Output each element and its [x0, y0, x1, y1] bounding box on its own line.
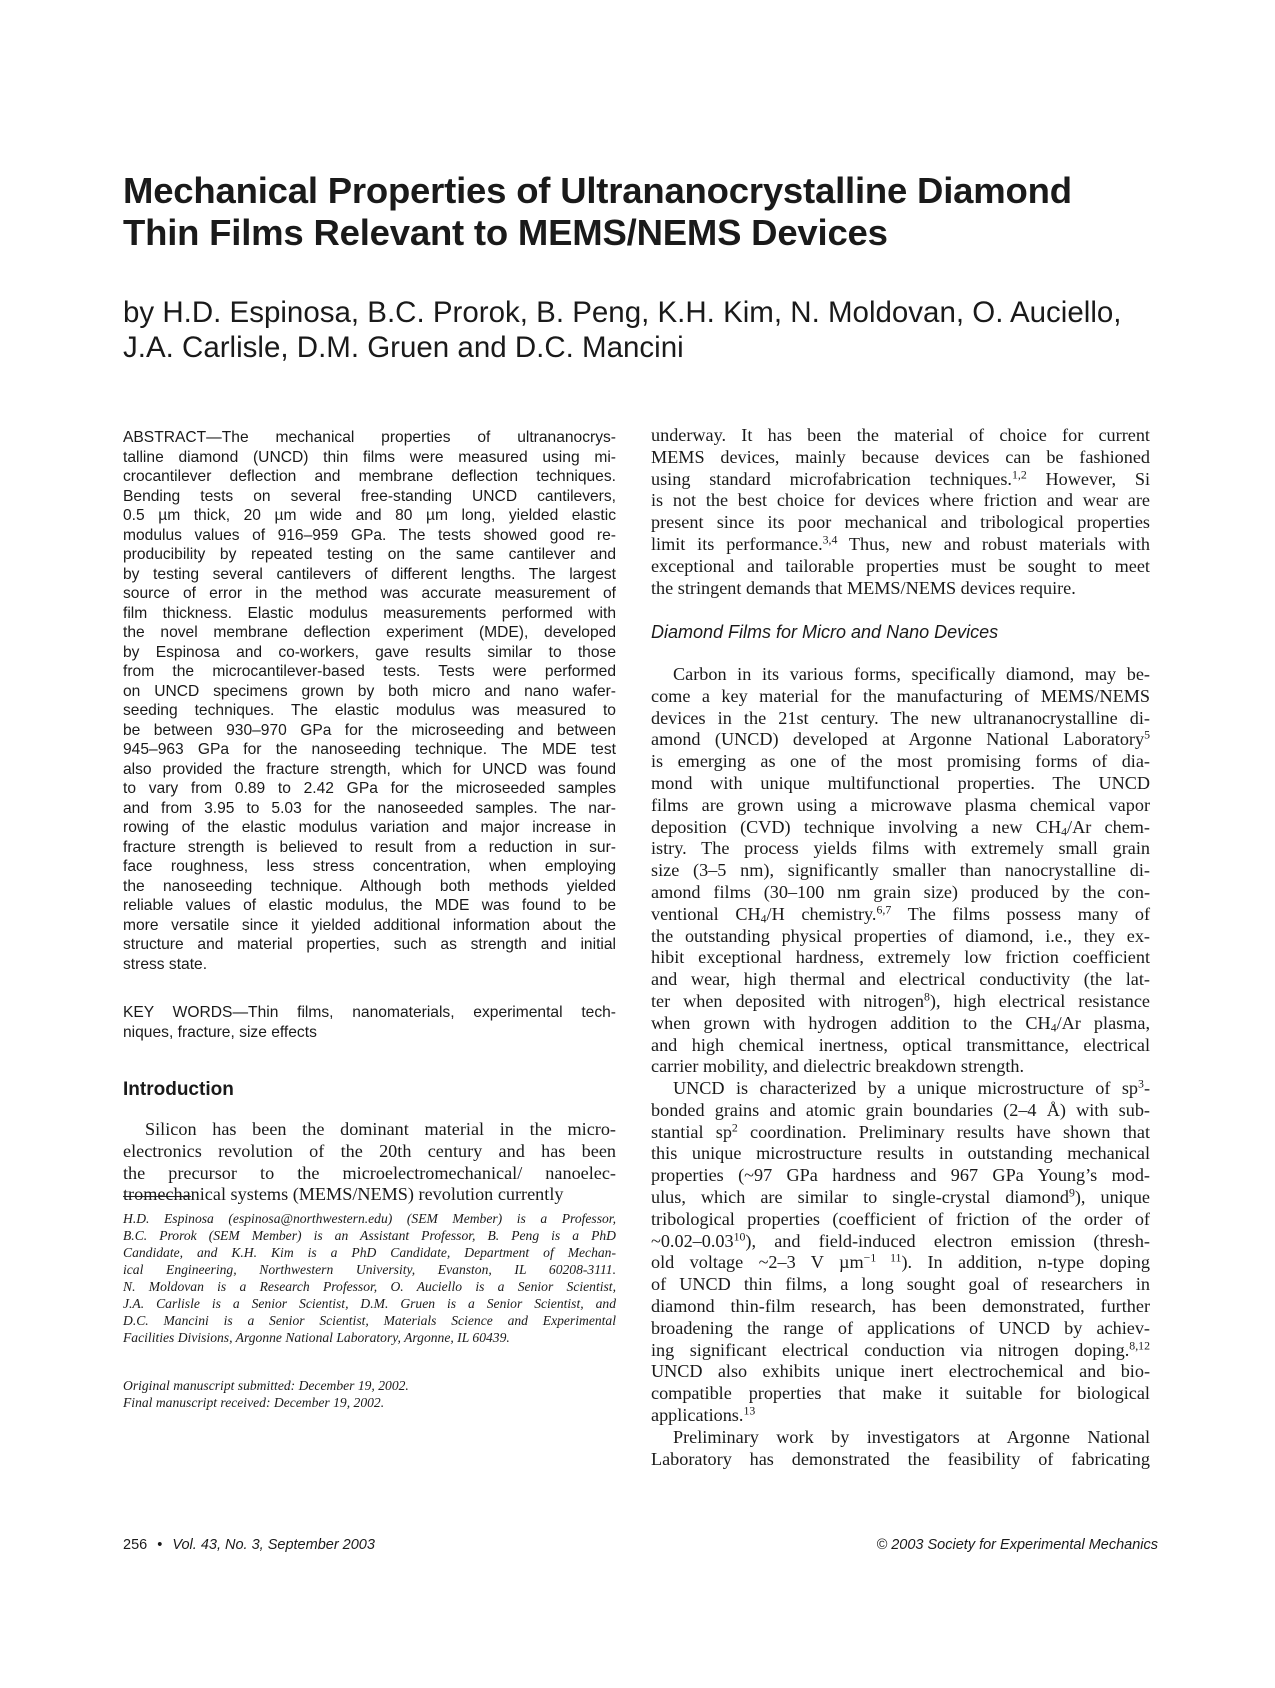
body-paragraph-1	[651, 425, 1150, 599]
line-text: mond with unique multifunctional properties. The UNCD	[651, 772, 1150, 793]
line-text: The films possess many of	[891, 903, 1150, 924]
article-title	[123, 170, 1183, 254]
text-line	[651, 1143, 1150, 1165]
line-text: this unique microstructure results in outstanding mechanical	[651, 1143, 1150, 1164]
abstract-line: fracture strength is believed to result from a reduction in sur-	[123, 838, 616, 856]
abstract-line: modulus values of 916–959 GPa. The tests showed good re-	[123, 526, 616, 544]
line-text: properties (~97 GPa hardness and 967 GPa Young’s mod-	[651, 1165, 1150, 1186]
diamond-films-section	[651, 620, 1150, 644]
line-text: Thus, new and robust materials with	[837, 533, 1150, 554]
abstract-line: source of error in the method was accurate measurement of	[123, 585, 616, 602]
text-line	[651, 1100, 1150, 1122]
line-text: /Ar chem-	[1067, 816, 1150, 837]
line-text: Laboratory has demonstrated the feasibility of fabricating	[651, 1448, 1150, 1469]
abstract-line: reliable values of elastic modulus, the MDE was found to be	[123, 897, 616, 914]
line-text: UNCD is characterized by a unique microstructure of sp	[673, 1078, 1139, 1098]
line-text: Preliminary work by investigators at Argonne National	[673, 1427, 1150, 1447]
text-line	[651, 686, 1150, 708]
abstract-line: face roughness, less stress concentration, when employing	[123, 858, 616, 875]
intro-line: Silicon has been the dominant material in the micro-	[145, 1119, 616, 1139]
text-line	[651, 708, 1150, 730]
abstract-line: stress state.	[123, 955, 208, 973]
copyright-notice: © 2003 Society for Experimental Mechanics	[876, 1537, 1158, 1553]
line-text: is emerging as one of the most promising forms of dia-	[651, 751, 1150, 772]
author-line-2: J.A. Carlisle, D.M. Gruen and D.C. Mancini	[123, 331, 684, 364]
text-line	[651, 1078, 1150, 1100]
superscript: 2	[731, 1120, 738, 1135]
abstract-line: seeding techniques. The elastic modulus was measured to	[123, 702, 616, 719]
line-text: ter when deposited with nitrogen	[651, 990, 924, 1011]
abstract-line: by testing several cantilevers of different lengths. The largest	[123, 565, 616, 583]
subscript: 4	[1061, 823, 1068, 838]
superscript: 8	[923, 989, 930, 1004]
superscript: 6,7	[876, 902, 892, 917]
line-text: hibit exceptional hardness, extremely low friction coefficient	[651, 947, 1150, 968]
keywords-line: KEY WORDS—Thin films, nanomaterials, experimental tech-	[123, 1004, 616, 1021]
line-text: old voltage ~2–3 V µm	[651, 1252, 864, 1273]
line-text: using standard microfabrication techniques.	[651, 468, 1012, 489]
intro-line: the precursor to the microelectromechanical/ nanoelec-	[123, 1162, 616, 1183]
text-line	[651, 882, 1150, 904]
line-text: ulus, which are similar to single-crystal diamond	[651, 1186, 1069, 1207]
line-text: come a key material for the manufacturing of MEMS/NEMS	[651, 685, 1150, 706]
line-text: exceptional and tailorable properties must be sought to meet	[651, 555, 1150, 576]
abstract-line: and from 3.95 to 5.03 for the nanoseeded samples. The nar-	[123, 799, 616, 817]
line-text: However, Si	[1026, 468, 1150, 489]
abstract-line: crocantilever deflection and membrane deflection techniques.	[123, 468, 616, 485]
text-line	[651, 729, 1150, 751]
line-text: deposition (CVD) technique involving a new CH	[651, 816, 1062, 837]
footnote-line: Candidate, and K.H. Kim is a PhD Candidate, Department of Mechan-	[123, 1245, 616, 1260]
line-text: ~0.02–0.03	[651, 1230, 734, 1251]
text-line	[651, 556, 1150, 578]
line-text: underway. It has been the material of choice for current	[651, 425, 1150, 445]
text-line	[651, 751, 1150, 773]
page-footer-left	[123, 1536, 375, 1554]
abstract-line: be between 930–970 GPa for the microseeding and between	[123, 721, 616, 739]
line-text: and wear, high thermal and electrical conductivity (the lat-	[651, 969, 1150, 990]
text-line	[651, 904, 1150, 926]
text-line	[651, 578, 1150, 600]
text-line	[651, 1122, 1150, 1144]
superscript: 9	[1068, 1185, 1075, 1200]
title-line-1: Mechanical Properties of Ultrananocrystalline Diamond	[123, 170, 1072, 211]
page-number: 256	[123, 1537, 148, 1553]
text-line	[651, 991, 1150, 1013]
text-line	[651, 425, 1150, 447]
abstract-line: by Espinosa and co-workers, gave results similar to those	[123, 643, 616, 661]
introduction-heading: Introduction	[123, 1079, 234, 1100]
text-line	[651, 1340, 1150, 1362]
author-line-1: by H.D. Espinosa, B.C. Prorok, B. Peng, K.H. Kim, N. Moldovan, O. Auciello,	[123, 296, 1122, 329]
text-line	[651, 795, 1150, 817]
line-text: bonded grains and atomic grain boundaries (2–4 Å) with sub-	[651, 1099, 1150, 1120]
title-line-2: Thin Films Relevant to MEMS/NEMS Devices	[123, 212, 888, 253]
line-text: ), high electrical resistance	[929, 990, 1150, 1011]
text-line	[651, 926, 1150, 948]
author-byline	[123, 295, 1183, 365]
line-text: the stringent demands that MEMS/NEMS devices require.	[651, 577, 1076, 598]
line-text: and high chemical inertness, optical transmittance, electrical	[651, 1034, 1150, 1055]
abstract-line: rowing of the elastic modulus variation and major increase in	[123, 819, 616, 836]
line-text: ), and field-induced electron emission (thresh-	[745, 1230, 1150, 1251]
introduction-text	[123, 1119, 616, 1206]
footnote-line: J.A. Carlisle is a Senior Scientist, D.M. Gruen is a Senior Scientist, and	[123, 1296, 616, 1311]
line-text: /H chemistry.	[766, 903, 877, 924]
date-line: Original manuscript submitted: December 19, 2002.	[123, 1378, 409, 1393]
abstract-line: more versatile since it yielded additional information about the	[123, 916, 616, 934]
text-line	[651, 947, 1150, 969]
footnote-line: N. Moldovan is a Research Professor, O. Auciello is a Senior Scientist,	[123, 1279, 616, 1294]
superscript: 1,2	[1011, 467, 1027, 482]
superscript: 3	[1138, 1076, 1144, 1091]
text-line	[651, 1383, 1150, 1405]
footnote-line: H.D. Espinosa (espinosa@northwestern.edu) (SEM Member) is a Professor,	[123, 1211, 616, 1226]
line-text: Carbon in its various forms, specifically diamond, may be-	[673, 664, 1150, 684]
superscript: 13	[743, 1403, 756, 1418]
body-paragraph-2	[651, 664, 1150, 1078]
abstract-line: 945–963 GPa for the nanoseeding technique. The MDE test	[123, 741, 616, 758]
text-line	[651, 817, 1150, 839]
footnote-rule	[123, 1196, 191, 1197]
line-text: stantial sp	[651, 1121, 732, 1142]
superscript: 3,4	[822, 532, 838, 547]
line-text: when grown with hydrogen addition to the CH	[651, 1012, 1051, 1033]
line-text: present since its poor mechanical and tribological properties	[651, 512, 1150, 533]
text-line	[651, 1209, 1150, 1231]
line-text: -	[1143, 1078, 1150, 1098]
text-line	[651, 664, 1150, 686]
text-line	[651, 969, 1150, 991]
footnote-line: ical Engineering, Northwestern University, Evanston, IL 60208-3111.	[123, 1262, 616, 1277]
text-line	[651, 447, 1150, 469]
text-line	[651, 1165, 1150, 1187]
superscript: 8,12	[1129, 1338, 1150, 1353]
text-line	[651, 512, 1150, 534]
abstract-line: the nanoseeding technique. Although both methods yielded	[123, 877, 616, 895]
abstract-line: talline diamond (UNCD) thin films were measured using mi-	[123, 448, 616, 466]
abstract-line: the novel membrane deflection experiment (MDE), developed	[123, 624, 616, 641]
line-text: broadening the range of applications of UNCD by achiev-	[651, 1317, 1150, 1338]
introduction-section	[123, 1078, 616, 1102]
footer-bullet: •	[157, 1537, 163, 1553]
subscript: 4	[760, 911, 767, 926]
text-line	[651, 1361, 1150, 1383]
line-text: UNCD also exhibits unique inert electrochemical and bio-	[651, 1361, 1150, 1382]
date-line: Final manuscript received: December 19, 2002.	[123, 1395, 385, 1410]
line-text: ), unique	[1074, 1186, 1150, 1207]
text-line	[651, 469, 1150, 491]
text-line	[651, 534, 1150, 556]
line-text: amond films (30–100 nm grain size) produced by the con-	[651, 881, 1150, 902]
line-text: of UNCD thin films, a long sought goal of researchers in	[651, 1274, 1150, 1295]
intro-line: tromechanical systems (MEMS/NEMS) revolution currently	[123, 1184, 564, 1205]
text-line	[651, 860, 1150, 882]
text-line	[651, 1252, 1150, 1274]
abstract-line: structure and material properties, such as strength and initial	[123, 936, 616, 953]
body-paragraph-4	[651, 1427, 1150, 1471]
line-text: ventional CH	[651, 903, 761, 924]
text-line	[651, 838, 1150, 860]
line-text: carrier mobility, and dielectric breakdown strength.	[651, 1056, 1025, 1077]
abstract-line: 0.5 µm thick, 20 µm wide and 80 µm long, yielded elastic	[123, 507, 616, 524]
subscript: 4	[1050, 1020, 1057, 1035]
text-line	[651, 1296, 1150, 1318]
abstract-line: film thickness. Elastic modulus measurements performed with	[123, 604, 616, 622]
line-text: istry. The process yields films with extremely small grain	[651, 838, 1150, 859]
keywords-line: niques, fracture, size effects	[123, 1023, 317, 1041]
text-line	[651, 1405, 1150, 1427]
manuscript-dates	[123, 1377, 616, 1411]
text-line	[651, 1449, 1150, 1471]
superscript: 5	[1144, 727, 1150, 742]
intro-line: electronics revolution of the 20th century and has been	[123, 1140, 616, 1161]
line-text: compatible properties that make it suitable for biological	[651, 1383, 1150, 1404]
line-text: MEMS devices, mainly because devices can be fashioned	[651, 446, 1150, 467]
line-text: ing significant electrical conduction via nitrogen doping.	[651, 1339, 1130, 1360]
line-text: applications.	[651, 1404, 744, 1425]
text-line	[651, 1035, 1150, 1057]
text-line	[651, 1013, 1150, 1035]
text-line	[651, 1274, 1150, 1296]
footnote-line: B.C. Prorok (SEM Member) is an Assistant Professor, B. Peng is a PhD	[123, 1228, 616, 1243]
subsection-heading: Diamond Films for Micro and Nano Devices	[651, 622, 999, 642]
keywords	[123, 1003, 616, 1042]
text-line	[651, 490, 1150, 512]
abstract	[123, 428, 616, 974]
body-paragraph-3	[651, 1078, 1150, 1427]
line-text: size (3–5 nm), significantly smaller than nanocrystalline di-	[651, 860, 1150, 881]
text-line	[651, 1318, 1150, 1340]
abstract-line: from the microcantilever-based tests. Tests were performed	[123, 663, 616, 680]
line-text: ). In addition, n-type doping	[901, 1252, 1150, 1273]
line-text: coordination. Preliminary results have shown that	[737, 1121, 1151, 1142]
line-text: is not the best choice for devices where friction and wear are	[651, 490, 1150, 511]
abstract-line: also provided the fracture strength, which for UNCD was found	[123, 760, 616, 778]
text-line	[651, 1231, 1150, 1253]
page-footer-right	[877, 1536, 1158, 1554]
line-text: tribological properties (coefficient of friction of the order of	[651, 1208, 1150, 1229]
text-line	[651, 1427, 1150, 1449]
line-text: devices in the 21st century. The new ultrananocrystalline di-	[651, 707, 1150, 728]
line-text: the outstanding physical properties of diamond, i.e., they ex-	[651, 925, 1150, 946]
superscript: −1 11	[863, 1250, 902, 1265]
footnote-line: D.C. Mancini is a Senior Scientist, Materials Science and Experimental	[123, 1313, 616, 1328]
line-text: diamond thin-film research, has been demonstrated, further	[651, 1295, 1150, 1316]
line-text: amond (UNCD) developed at Argonne National Laboratory	[651, 729, 1145, 750]
line-text: films are grown using a microwave plasma chemical vapor	[651, 794, 1150, 815]
abstract-line: Bending tests on several free-standing UNCD cantilevers,	[123, 487, 616, 505]
text-line	[651, 1056, 1150, 1078]
abstract-line: ABSTRACT—The mechanical properties of ultrananocrys-	[123, 429, 616, 446]
journal-reference: Vol. 43, No. 3, September 2003	[172, 1537, 375, 1553]
superscript: 10	[733, 1229, 746, 1244]
abstract-line: producibility by repeated testing on the same cantilever and	[123, 546, 616, 563]
line-text: limit its performance.	[651, 533, 823, 554]
author-affiliation-footnote	[123, 1210, 616, 1346]
footnote-line: Facilities Divisions, Argonne National Laboratory, Argonne, IL 60439.	[123, 1330, 510, 1345]
line-text: /Ar plasma,	[1056, 1012, 1150, 1033]
abstract-line: on UNCD specimens grown by both micro and nano wafer-	[123, 682, 616, 700]
abstract-line: to vary from 0.89 to 2.42 GPa for the microseeded samples	[123, 780, 616, 797]
text-line	[651, 773, 1150, 795]
text-line	[651, 1187, 1150, 1209]
